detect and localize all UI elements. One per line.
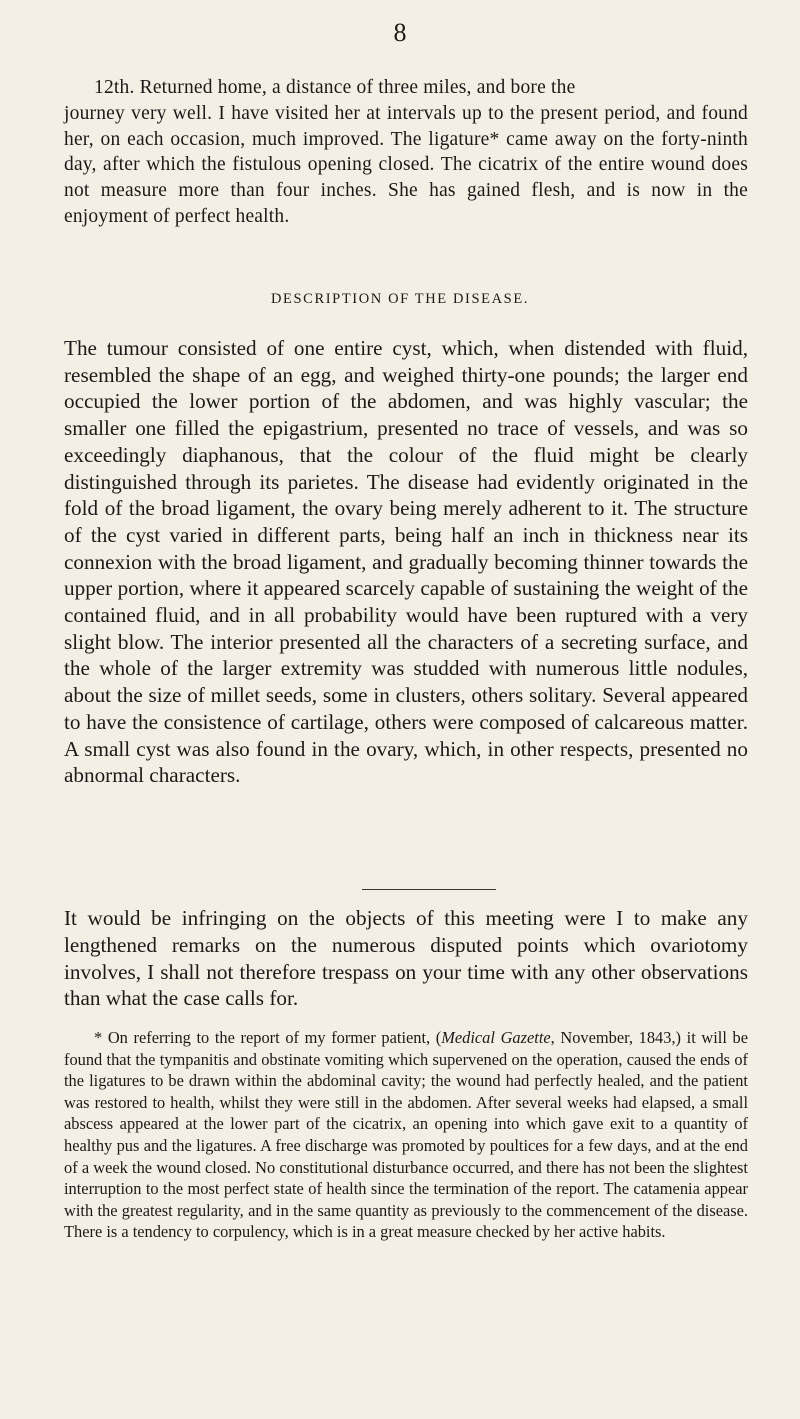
- footnote: [64, 1027, 748, 1243]
- paragraph-recovery: [64, 75, 748, 230]
- paragraph-recovery-body: journey very well. I have visited her at intervals up to the present period, and found her, on each occasion, much improved. The ligature* came away on the forty-ninth day, after which the fistulous opening closed. The cicatrix of the entire wound does not measure more than four inches. She has gained flesh, and is now in the enjoyment of perfect health.: [64, 102, 748, 227]
- section-divider: [362, 889, 496, 890]
- footnote-text-end: , November, 1843,) it will be found that the tympanitis and obstinate vomiting which supervened on the operation, caused the ends of the ligatures to be drawn within the abdominal cavity; the wound had perfectly healed, and the patient was restored to health, whilst they were still in the abdomen. After several weeks had elapsed, a small abscess appeared at the lower part of the cicatrix, an opening into which gave exit to a quantity of healthy pus and the ligatures. A free discharge was promoted by poultices for a few days, and at the end of a week the wound closed. No constitutional disturbance occurred, and there has not been the slightest interruption to the most perfect state of health since the termination of the report. The catamenia appear with the greatest regularity, and in the same quantity as previously to the commencement of the disease. There is a tendency to corpulency, which is in a great measure checked by her active habits.: [64, 1028, 748, 1242]
- footnote-text-start: * On referring to the report of my former patient, (: [94, 1028, 442, 1047]
- section-heading: DESCRIPTION OF THE DISEASE.: [270, 291, 530, 307]
- paragraph-closing-remarks: It would be infringing on the objects of this meeting were I to make any lengthened remarks on the numerous disputed points which ovariotomy involves, I shall not therefore trespass on your time with any other observations than what the case calls for.: [64, 906, 748, 1011]
- page-number: 8: [393, 18, 407, 47]
- paragraph-recovery-first-line: 12th. Returned home, a distance of three miles, and bore the: [94, 77, 576, 98]
- footnote-citation-title: Medical Gazette: [441, 1028, 551, 1047]
- paragraph-disease-description: The tumour consisted of one entire cyst, which, when distended with fluid, resembled the shape of an egg, and weighed thirty-one pounds; the larger end occupied the lower portion of the abdomen, and was highly vascular; the smaller one filled the epigastrium, presented no trace of vessels, and was so exceedingly diaphanous, that the colour of the fluid might be clearly distinguished through its parietes. The disease had evidently originated in the fold of the broad ligament, the ovary being merely adherent to it. The structure of the cyst varied in different parts, being half an inch in thickness near its connexion with the broad ligament, and gradually becoming thinner towards the upper portion, where it appeared scarcely capable of sustaining the weight of the contained fluid, and in all probability would have been ruptured with a very slight blow. The interior presented all the characters of a secreting surface, and the whole of the larger extremity was studded with numerous little nodules, about the size of millet seeds, some in clusters, others solitary. Several appeared to have the consistence of cartilage, others were composed of calcareous matter. A small cyst was also found in the ovary, which, in other respects, presented no abnormal characters.: [64, 336, 748, 788]
